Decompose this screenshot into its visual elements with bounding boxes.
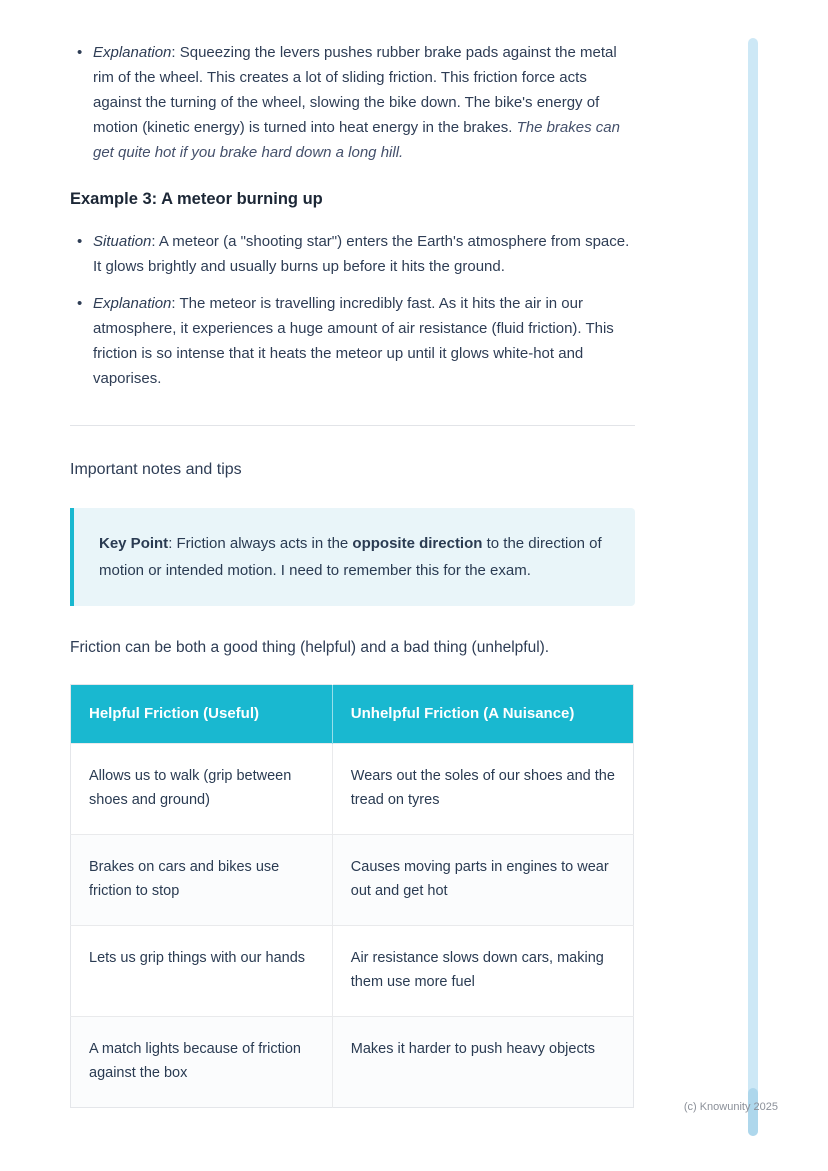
list-item-situation (93, 229, 635, 279)
key-point-text (99, 530, 609, 584)
friction-table (70, 684, 634, 1108)
explanation-text: : Squeezing the levers pushes rubber brake pads against the metal rim of the wheel. This creates a lot of sliding friction. This friction force acts against the turning of the wheel, slowing the bike down. The bike's energy of motion (kinetic energy) is turned into heat energy in the brakes. (93, 44, 617, 136)
table-row (71, 744, 634, 835)
section-divider (70, 425, 635, 426)
table-body (71, 744, 634, 1108)
key-point-emphasis: opposite direction (352, 535, 483, 552)
table-cell: Brakes on cars and bikes use friction to stop (71, 835, 333, 926)
scrollbar-track[interactable] (748, 38, 758, 1136)
table-row (71, 926, 634, 1017)
table-cell: Causes moving parts in engines to wear out and get hot (332, 835, 633, 926)
footer-credit: (c) Knowunity 2025 (683, 1101, 778, 1113)
table-cell: Allows us to walk (grip between shoes and ground) (71, 744, 333, 835)
table-cell: Makes it harder to push heavy objects (332, 1017, 633, 1108)
key-point-segment: to the direction of motion or intended motion. I need to remember this for the exam. (99, 535, 602, 579)
table-row (71, 835, 634, 926)
key-point-label: Key Point (99, 535, 169, 552)
table-header-unhelpful: Unhelpful Friction (A Nuisance) (332, 685, 633, 744)
explanation-label: Explanation (93, 44, 172, 61)
table-cell: Lets us grip things with our hands (71, 926, 333, 1017)
explanation-label: Explanation (93, 295, 172, 312)
notes-heading: Important notes and tips (70, 461, 242, 478)
example3-heading: Example 3: A meteor burning up (70, 190, 323, 208)
key-point-segment: : Friction always acts in the (168, 535, 353, 552)
key-point-callout (70, 508, 635, 606)
explanation-note: The brakes can get quite hot if you brake hard down a long hill. (93, 119, 620, 161)
table-head (71, 685, 634, 744)
list-item-brakes-explanation (93, 40, 635, 165)
situation-text: : A meteor (a "shooting star") enters the Earth's atmosphere from space. It glows brightly and usually burns up before it hits the ground. (93, 233, 630, 275)
table-header-helpful: Helpful Friction (Useful) (71, 685, 333, 744)
document-content (70, 40, 635, 1108)
list-item-explanation (93, 291, 635, 391)
table-cell: A match lights because of friction against the box (71, 1017, 333, 1108)
situation-label: Situation (93, 233, 152, 250)
example3-bullet-list (70, 229, 635, 391)
table-cell: Air resistance slows down cars, making them use more fuel (332, 926, 633, 1017)
table-cell: Wears out the soles of our shoes and the tread on tyres (332, 744, 633, 835)
explanation-text: : The meteor is travelling incredibly fast. As it hits the air in our atmosphere, it experiences a huge amount of air resistance (fluid friction). This friction is so intense that it heats the meteor up until it glows white-hot and vaporises. (93, 295, 614, 387)
table-row (71, 1017, 634, 1108)
table-header-row (71, 685, 634, 744)
brakes-bullet-list (70, 40, 635, 165)
friction-intro: Friction can be both a good thing (helpful) and a bad thing (unhelpful). (70, 639, 550, 656)
